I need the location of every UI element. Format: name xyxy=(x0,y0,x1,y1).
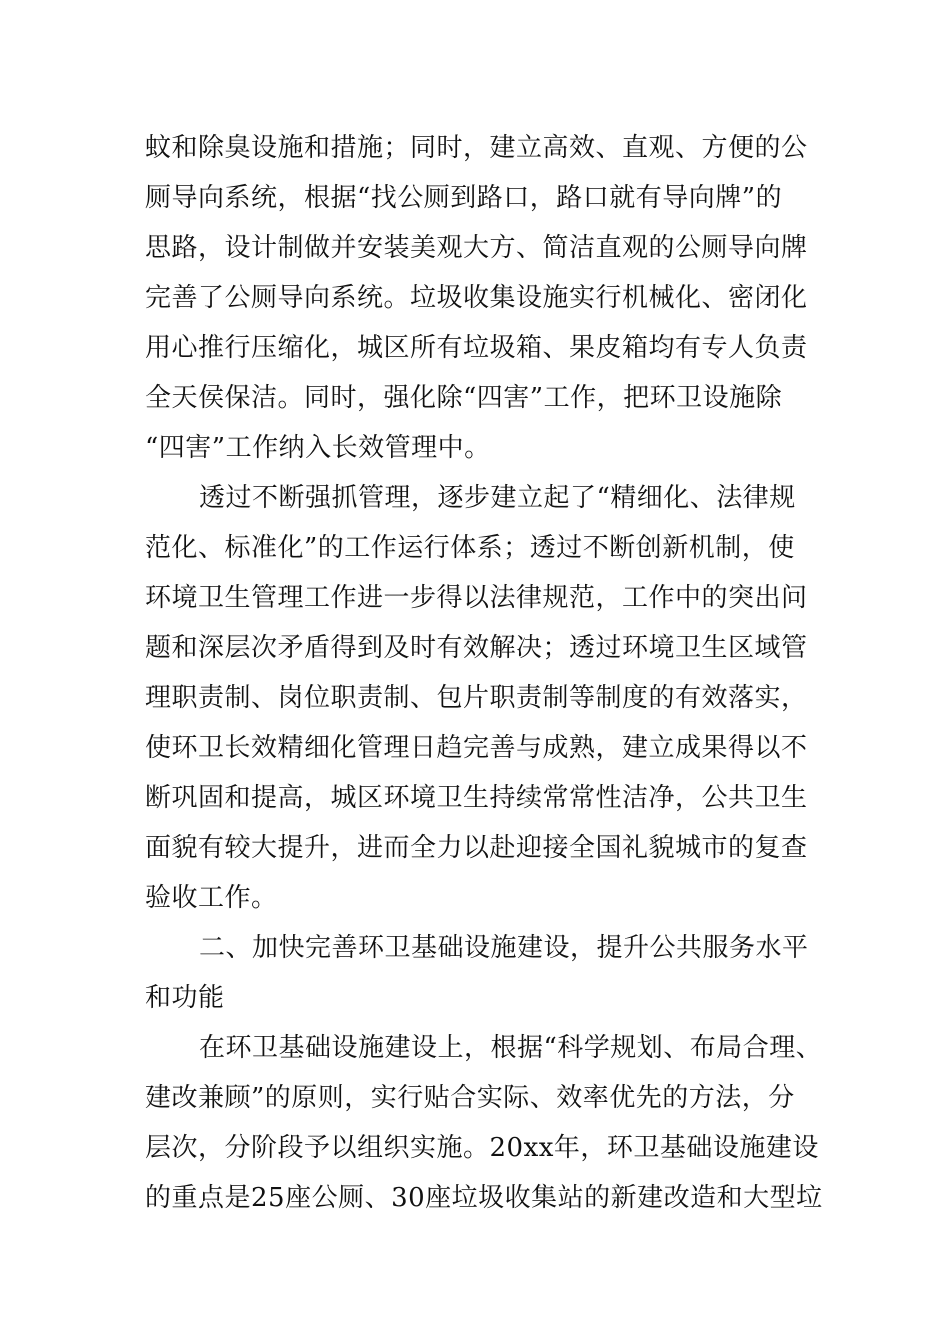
text-line: 用心推行压缩化，城区所有垃圾箱、果皮箱均有专人负责 xyxy=(145,333,808,363)
text-line: 建改兼顾”的原则，实行贴合实际、效率优先的方法，分 xyxy=(145,1083,795,1113)
paragraph-first-line: 在环卫基础设施建设上，根据“科学规划、布局合理、 xyxy=(199,1033,823,1063)
section-heading-line: 和功能 xyxy=(145,983,225,1013)
text-line: 使环卫长效精细化管理日趋完善与成熟，建立成果得以不 xyxy=(145,733,808,763)
text-line: 厕导向系统，根据“找公厕到路口，路口就有导向牌”的 xyxy=(145,183,783,213)
section-heading-line: 二、加快完善环卫基础设施建设，提升公共服务水平 xyxy=(199,933,809,963)
text-line: 完善了公厕导向系统。垃圾收集设施实行机械化、密闭化 xyxy=(145,283,808,313)
text-line: 全天侯保洁。同时，强化除“四害”工作，把环卫设施除 xyxy=(145,383,783,413)
text-line: “四害”工作纳入长效管理中。 xyxy=(145,433,491,463)
text-line: 理职责制、岗位职责制、包片职责制等制度的有效落实， xyxy=(145,683,808,713)
text-line: 验收工作。 xyxy=(145,883,278,913)
text-line: 的重点是25座公厕、30座垃圾收集站的新建改造和大型垃 xyxy=(145,1183,823,1213)
text-line: 断巩固和提高，城区环境卫生持续常常性洁净，公共卫生 xyxy=(145,783,808,813)
paragraph-first-line: 透过不断强抓管理，逐步建立起了“精细化、法律规 xyxy=(199,483,796,513)
text-line: 题和深层次矛盾得到及时有效解决；透过环境卫生区域管 xyxy=(145,633,808,663)
text-line: 面貌有较大提升，进而全力以赴迎接全国礼貌城市的复查 xyxy=(145,833,808,863)
text-line: 范化、标准化”的工作运行体系；透过不断创新机制，使 xyxy=(145,533,795,563)
text-line: 层次，分阶段予以组织实施。20xx年，环卫基础设施建设 xyxy=(145,1133,819,1163)
text-line: 思路，设计制做并安装美观大方、简洁直观的公厕导向牌 xyxy=(145,233,808,263)
text-line: 蚊和除臭设施和措施；同时，建立高效、直观、方便的公 xyxy=(145,133,808,163)
text-line: 环境卫生管理工作进一步得以法律规范，工作中的突出问 xyxy=(145,583,808,613)
